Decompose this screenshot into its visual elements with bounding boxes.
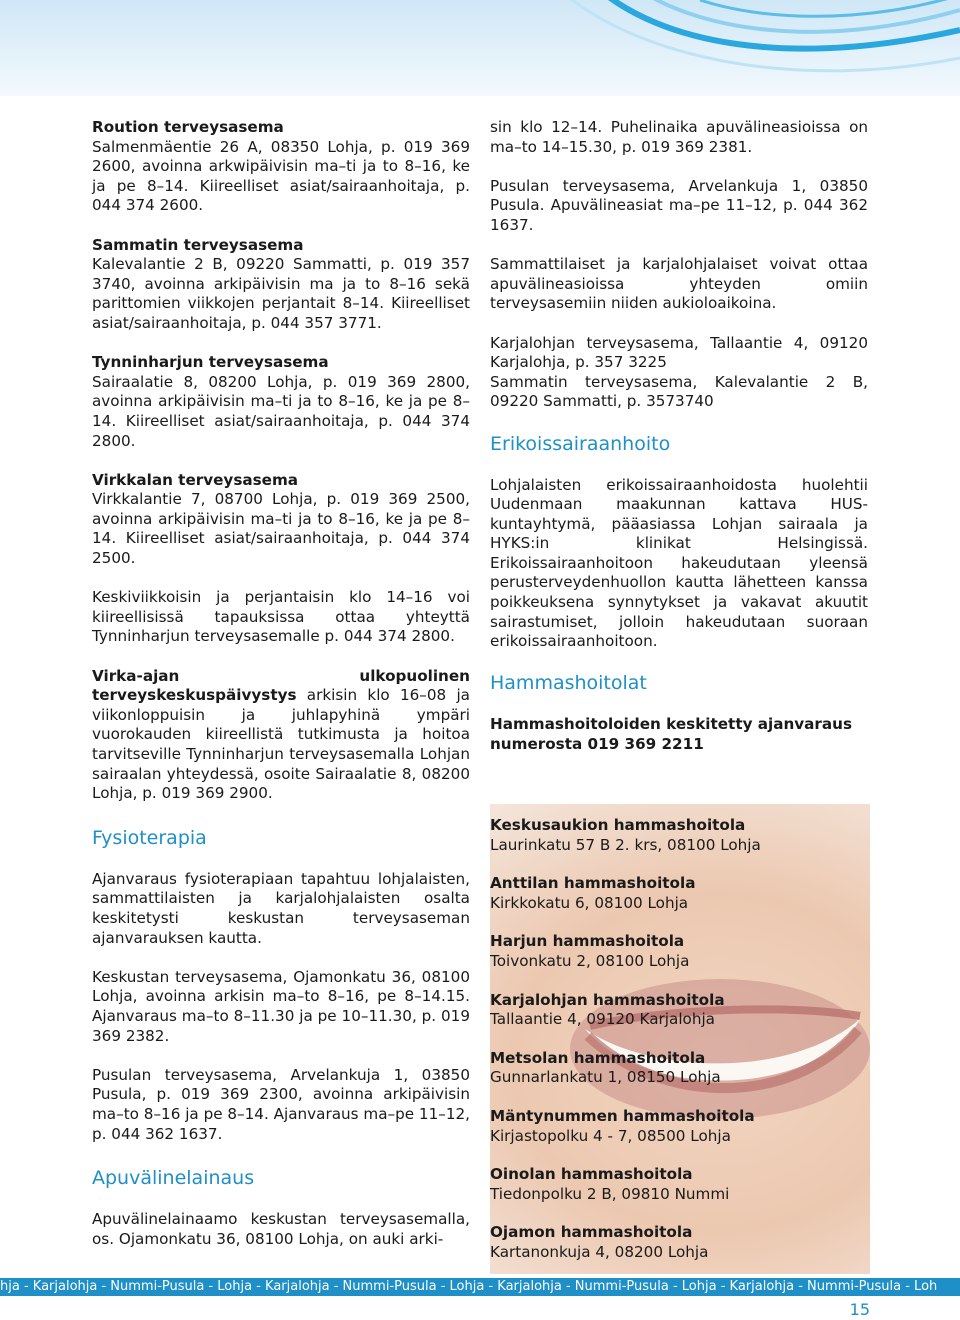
dental-clinic-list: [490, 816, 868, 1282]
fysio-p3: Pusulan terveysasema, Arvelankuja 1, 03850 Pusula, p. 019 369 2300, avoinna arkipäivisin ma–to 8–16 ja pe 8–14. Ajanvaraus ma–pe 11–12, p. 044 362 1637.: [92, 1065, 470, 1143]
hammas-heading: Hammashoitolat: [490, 672, 647, 695]
clinic-address: Gunnarlankatu 1, 08150 Lohja: [490, 1068, 721, 1087]
hammas-central: Hammashoitoloiden keskitetty ajanvaraus numerosta 019 369 2211: [490, 715, 853, 754]
clinic-name: Ojamon hammashoitola: [490, 1223, 693, 1242]
clinic-address: Toivonkatu 2, 08100 Lohja: [490, 951, 690, 970]
tynninharju-text: Sairaalatie 8, 08200 Lohja, p. 019 369 2800, avoinna arkipäivisin ma–ti ja to 8–16, ke ja pe 8–14. Kiireelliset asiat/sairaanhoitaja, p. 044 374 2800.: [92, 372, 470, 450]
sammatti-title: Sammatin terveysasema: [92, 235, 304, 254]
clinic-name: Harjun hammashoitola: [490, 932, 685, 951]
sammatti-text: Kalevalantie 2 B, 09220 Sammatti, p. 019 357 3740, avoinna arkipäivisin ma ja to 8–16 sekä parittomien viikkojen perjantait 8–14. Kiireelliset asiat/sairaanhoitaja, p. 044 357 3771.: [92, 255, 470, 332]
routio-text: Salmenmäentie 26 A, 08350 Lohja, p. 019 369 2600, avoinna arkwipäivisin ma–ti ja to 8–16, ke ja pe 8–14. Kiireelliset asiat/sairaanhoitaja, p. 044 374 2600.: [92, 137, 470, 215]
clinic-name: Keskusaukion hammashoitola: [490, 816, 746, 834]
swoosh-decoration: [0, 0, 960, 96]
page-number: 15: [849, 1300, 870, 1319]
virka-bold: Virka-ajan ulkopuolinen terveyskeskuspäivystys: [92, 666, 470, 705]
right-column: [490, 118, 868, 755]
header-band: [0, 0, 960, 96]
erikois-heading: Erikoissairaanhoito: [490, 432, 671, 455]
local-stations: [490, 334, 868, 412]
clinic-name: Anttilan hammashoitola: [490, 874, 696, 893]
pusula-apu: Pusulan terveysasema, Arvelankuja 1, 03850 Pusula. Apuvälineasiat ma–pe 11–12, p. 044 362 1637.: [490, 176, 868, 234]
clinic-address: Laurinkatu 57 B 2. krs, 08100 Lohja: [490, 835, 761, 854]
footer-strip: hja - Karjalohja - Nummi-Pusula - Lohja - Karjalohja - Nummi-Pusula - Lohja - Karjalohja - Nummi-Pusula - Lohja - Karjalohja - Nummi-Pusula - Loh: [0, 1278, 960, 1296]
list-item: [490, 874, 868, 913]
list-item: [490, 1165, 868, 1204]
erikois-text: Lohjalaisten erikoissairaanhoidosta huolehtii Uudenmaan maakunnan kattava HUS-kuntayhtymä, pääasiassa Lohjan sairaala ja HYKS:in klinikat Helsingissä. Erikoissairaanhoitoon hakeudutaan yleensä perusterveydenhuollon kautta lähetteen kanssa poikkeuksena synnytykset ja vakavat akuutit sairastumiset, jolloin hakeudutaan suoraan erikoissairaanhoitoon.: [490, 475, 868, 651]
apuvaline-cont: sin klo 12–14. Puhelinaika apuvälineasioissa on ma–to 14–15.30, p. 019 369 2381.: [490, 118, 868, 156]
clinic-address: Kirjastopolku 4 - 7, 08500 Lohja: [490, 1126, 731, 1145]
tynninharju-title: Tynninharjun terveysasema: [92, 353, 329, 372]
virka-text: arkisin klo 16–08 ja viikonloppuisin ja juhlapyhinä ympäri vuorokauden kiireellistä tutkimusta ja hoitoa tarvitseville Tynninharjun terveysasemalla Lohjan sairaalan yhteydessä, osoite Sairaalatie 8, 08200 Lohja, p. 019 369 2900.: [92, 686, 470, 803]
wednesday-text: Keskiviikkoisin ja perjantaisin klo 14–16 voi kiireellisissä tapauksissa ottaa yhteyttä Tynninharjun terveysasemalle p. 044 374 2800.: [92, 588, 470, 646]
fysio-p1: Ajanvaraus fysioterapiaan tapahtuu lohjalaisten, sammattilaisten ja karjalohjalaisten osalta keskitetysti keskustan terveysaseman ajanvarauksen kautta.: [92, 869, 470, 947]
left-column: [92, 118, 470, 1269]
routio-title: Roution terveysasema: [92, 118, 284, 136]
virkkala-title: Virkkalan terveysasema: [92, 470, 299, 489]
clinic-name: Oinolan hammashoitola: [490, 1165, 693, 1184]
clinic-name: Metsolan hammashoitola: [490, 1048, 706, 1067]
sammatti-karjalohja-text: Sammattilaiset ja karjalohjalaiset voivat ottaa apuvälineasioissa yhteyden omiin terveysasemiin niiden aukioloaikoina.: [490, 255, 868, 313]
fysio-heading: Fysioterapia: [92, 826, 207, 849]
clinic-name: Karjalohjan hammashoitola: [490, 990, 725, 1009]
clinic-address: Kartanonkuja 4, 08200 Lohja: [490, 1242, 709, 1261]
apuvaline-text: Apuvälinelainaamo keskustan terveysasemalla, os. Ojamonkatu 36, 08100 Lohja, on auki arki-: [92, 1210, 470, 1248]
karjalohja-line: Karjalohjan terveysasema, Tallaantie 4, 09120 Karjalohja, p. 357 3225: [490, 333, 868, 372]
list-item: [490, 1107, 868, 1146]
list-item: [490, 991, 868, 1030]
fysio-p2: Keskustan terveysasema, Ojamonkatu 36, 08100 Lohja, avoinna arkisin ma–to 8–16, pe 8–14.15. Ajanvaraus ma–to 8–11.30 ja pe 10–11.30, p. 019 369 2382.: [92, 967, 470, 1045]
apuvaline-heading: Apuvälinelainaus: [92, 1167, 255, 1190]
virka-paragraph: [92, 667, 470, 804]
clinic-address: Kirkkokatu 6, 08100 Lohja: [490, 893, 689, 912]
sammatti-line: Sammatin terveysasema, Kalevalantie 2 B, 09220 Sammatti, p. 3573740: [490, 372, 868, 411]
list-item: [490, 932, 868, 971]
list-item: [490, 1223, 868, 1262]
clinic-address: Tiedonpolku 2 B, 09810 Nummi: [490, 1184, 730, 1203]
list-item: [490, 816, 868, 855]
clinic-name: Mäntynummen hammashoitola: [490, 1106, 755, 1125]
clinic-address: Tallaantie 4, 09120 Karjalohja: [490, 1010, 715, 1029]
virkkala-text: Virkkalantie 7, 08700 Lohja, p. 019 369 2500, avoinna arkipäivisin ma–ti ja to 8–16, ke ja pe 8–14. Kiireelliset asiat/sairaanhoitaja, p. 044 374 2500.: [92, 490, 470, 568]
list-item: [490, 1049, 868, 1088]
